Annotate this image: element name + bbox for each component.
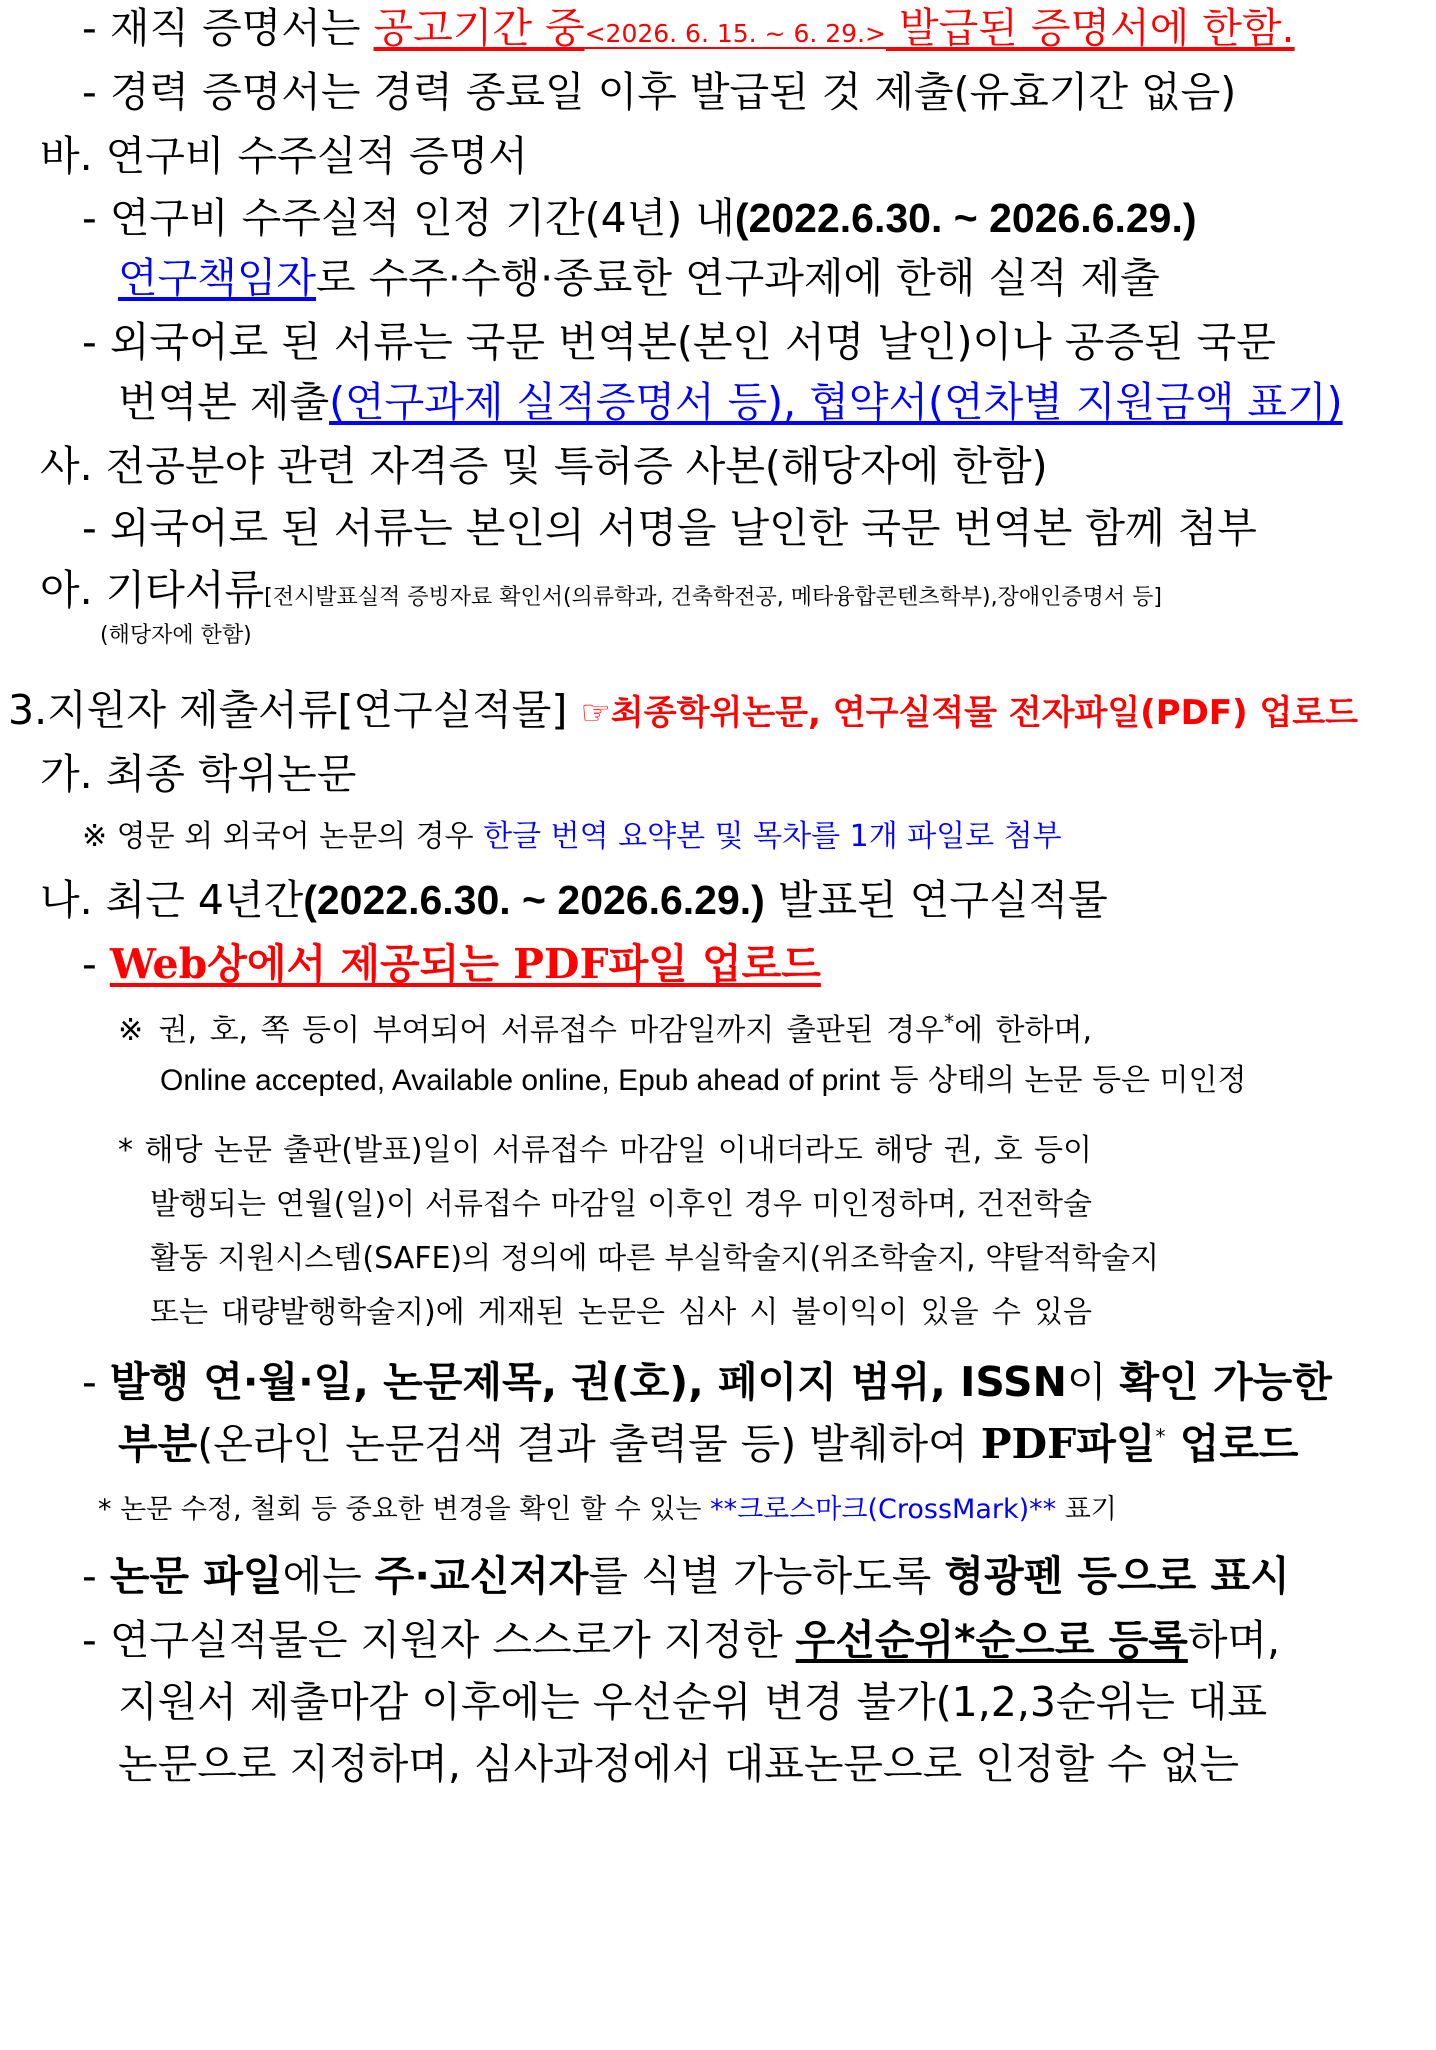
line-career-certificate: - 경력 증명서는 경력 종료일 이후 발급된 것 제출(유효기간 없음) <box>82 68 1237 116</box>
line-foreign-docs-signature: - 외국어로 된 서류는 본인의 서명을 날인한 국문 번역본 함께 첨부 <box>82 504 1257 552</box>
line-publication-info: - 발행 연·월·일, 논문제목, 권(호), 페이지 범위, ISSN이 확인 가능한 <box>82 1358 1332 1406</box>
section-3-heading: 3.지원자 제출서류[연구실적물] ☞최종학위논문, 연구실적물 전자파일(PDF) 업로드 <box>8 686 1358 734</box>
line-excerpt-upload: 부분(온라인 논문검색 결과 출력물 등) 발췌하여 PDF파일* 업로드 <box>118 1420 1299 1468</box>
note-online-accepted: Online accepted, Available online, Epub ahead of print 등 상태의 논문 등은 미인정 <box>160 1063 1247 1098</box>
heading-research-funding: 바. 연구비 수주실적 증명서 <box>40 132 528 180</box>
note-detail-1: * 해당 논문 출판(발표)일이 서류접수 마감일 이내더라도 해당 권, 호 등이 <box>118 1133 1092 1168</box>
line-principal-investigator: 연구책임자로 수주·수행·종료한 연구과제에 한해 실적 제출 <box>118 254 1160 302</box>
note-detail-4: 또는 대량발행학술지)에 게재된 논문은 심사 시 불이익이 있을 수 있음 <box>150 1295 1092 1330</box>
heading-final-thesis: 가. 최종 학위논문 <box>40 750 357 798</box>
heading-other-documents: 아. 기타서류[전시발표실적 증빙자료 확인서(의류학과, 건축학전공, 메타융합콘텐츠학부),장애인증명서 등] <box>40 566 1162 614</box>
line-priority-order: - 연구실적물은 지원자 스스로가 지정한 우선순위*순으로 등록하며, <box>82 1616 1281 1664</box>
note-foreign-thesis: ※ 영문 외 외국어 논문의 경우 한글 번역 요약본 및 목차를 1개 파일로 첨부 <box>82 819 1062 854</box>
line-employment-certificate: - 재직 증명서는 공고기간 중<2026. 6. 15. ~ 6. 29.> 발급된 증명서에 한함. <box>82 4 1295 52</box>
line-funding-period: - 연구비 수주실적 인정 기간(4년) 내(2022.6.30. ~ 2026.6.29.) <box>82 194 1197 242</box>
line-foreign-docs-translation: - 외국어로 된 서류는 국문 번역본(본인 서명 날인)이나 공증된 국문 <box>82 318 1276 366</box>
line-translation-submit: 번역본 제출(연구과제 실적증명서 등), 협약서(연차별 지원금액 표기) <box>118 378 1343 426</box>
line-representative-paper: 논문으로 지정하며, 심사과정에서 대표논문으로 인정할 수 없는 <box>118 1740 1239 1788</box>
note-detail-2: 발행되는 연월(일)이 서류접수 마감일 이후인 경우 미인정하며, 건전학술 <box>150 1187 1092 1222</box>
line-web-pdf-upload: - Web상에서 제공되는 PDF파일 업로드 <box>82 940 821 988</box>
note-crossmark: * 논문 수정, 철회 등 중요한 변경을 확인 할 수 있는 **크로스마크(CrossMark)** 표기 <box>98 1494 1117 1525</box>
line-other-applicable: (해당자에 한함) <box>100 623 252 648</box>
note-detail-3: 활동 지원시스템(SAFE)의 정의에 따른 부실학술지(위조학술지, 약탈적학술지 <box>150 1241 1160 1276</box>
line-priority-change: 지원서 제출마감 이후에는 우선순위 변경 불가(1,2,3순위는 대표 <box>118 1678 1268 1726</box>
note-publication-deadline: ※ 권, 호, 쪽 등이 부여되어 서류접수 마감일까지 출판된 경우*에 한하며, <box>118 1010 1093 1048</box>
heading-certificates-patents: 사. 전공분야 관련 자격증 및 특허증 사본(해당자에 한함) <box>40 442 1048 490</box>
line-highlight-authors: - 논문 파일에는 주·교신저자를 식별 가능하도록 형광펜 등으로 표시 <box>82 1552 1290 1600</box>
heading-recent-publications: 나. 최근 4년간(2022.6.30. ~ 2026.6.29.) 발표된 연구실적물 <box>40 876 1108 924</box>
